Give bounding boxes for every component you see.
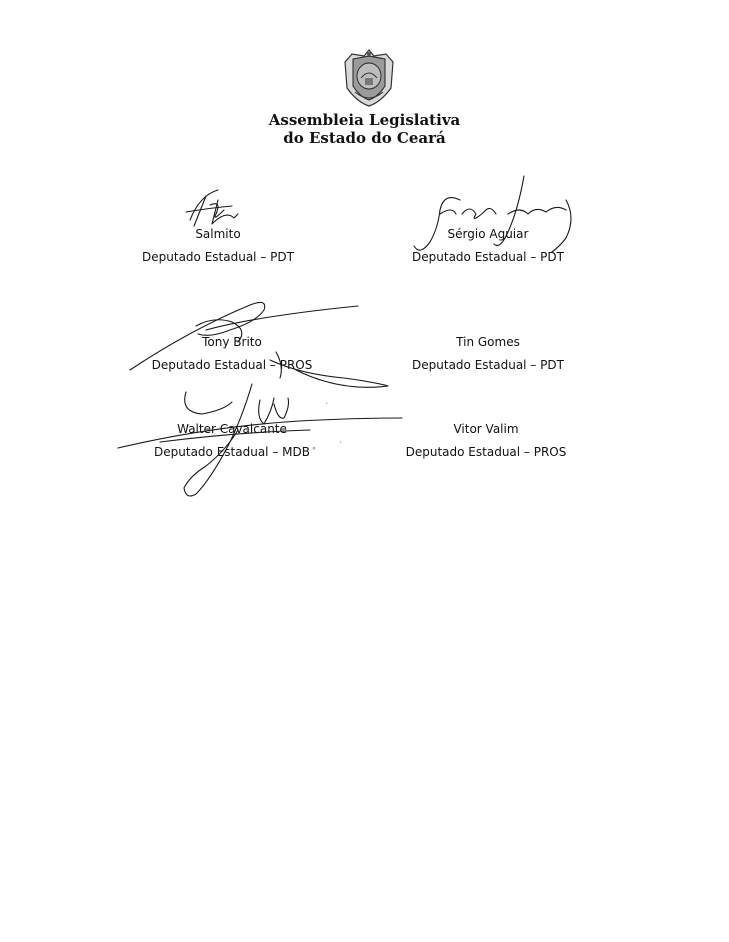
signatory-name: Tin Gomes xyxy=(456,335,520,349)
coat-of-arms-icon xyxy=(341,48,397,108)
signatory-role: Deputado Estadual – PDT xyxy=(142,250,294,264)
signatory-role: Deputado Estadual – PROS xyxy=(405,445,567,459)
signatory-block xyxy=(368,334,608,373)
signature-salmito xyxy=(186,190,238,226)
signatory-block xyxy=(368,226,608,265)
signatory-block xyxy=(366,421,606,460)
signatory-name: Vitor Valim xyxy=(453,422,519,436)
signatory-role: Deputado Estadual – PDT xyxy=(412,358,564,372)
signatory-name: Walter Cavalcante xyxy=(177,422,287,436)
institution-title: Assembleia Legislativa xyxy=(268,111,461,129)
signatory-name: Salmito xyxy=(195,227,241,241)
stray-mark: ` xyxy=(325,402,329,411)
signatory-role: Deputado Estadual – PROS xyxy=(151,358,313,372)
institution-subtitle: do Estado do Ceará xyxy=(283,129,446,147)
signatory-block xyxy=(112,334,352,373)
signatory-name: Tony Brito xyxy=(202,335,262,349)
signatory-block xyxy=(98,226,338,265)
stray-mark: ° xyxy=(312,446,316,455)
signatory-block xyxy=(112,421,352,460)
signatory-role: Deputado Estadual – MDB xyxy=(154,445,310,459)
signatory-name: Sérgio Aguiar xyxy=(447,227,529,241)
signatory-role: Deputado Estadual – PDT xyxy=(412,250,564,264)
stray-mark: ` xyxy=(339,441,343,450)
